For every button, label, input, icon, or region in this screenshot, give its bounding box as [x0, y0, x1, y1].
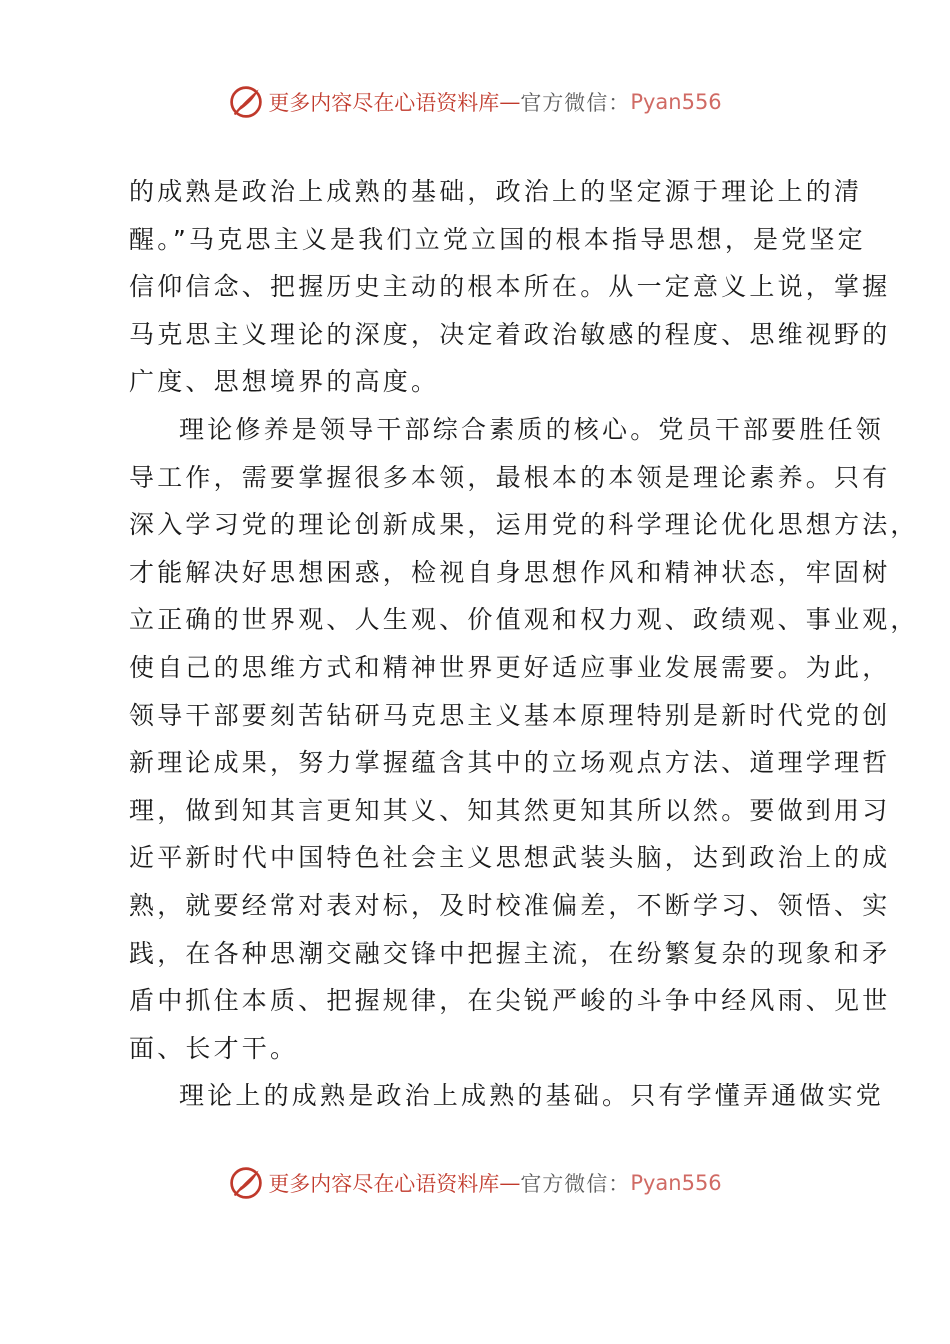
text-line: 才能解决好思想困惑，检视自身思想作风和精神状态，牢固树 [129, 557, 891, 587]
banner-account: Pyan556 [630, 1171, 722, 1195]
document-body [129, 168, 919, 1120]
banner-dash: — [499, 90, 521, 114]
banner-account: Pyan556 [630, 90, 722, 114]
header-banner [0, 82, 950, 122]
text-line: 理论上的成熟是政治上成熟的基础。只有学懂弄通做实党 [179, 1081, 885, 1111]
text-line: 近平新时代中国特色社会主义思想武装头脑，达到政治上的成 [129, 843, 891, 873]
text-line: 新理论成果，努力掌握蕴含其中的立场观点方法、道理学理哲 [129, 748, 891, 778]
text-line: 理论修养是领导干部综合素质的核心。党员干部要胜任领 [179, 414, 885, 444]
text-line: 马克思主义理论的深度，决定着政治敏感的程度、思维视野的 [129, 319, 891, 349]
banner-wechat-label: 官方微信： [520, 91, 631, 115]
footer-banner [0, 1163, 950, 1203]
text-line: 领导干部要刻苦钻研马克思主义基本原理特别是新时代党的创 [129, 700, 891, 730]
text-line: 广度、思想境界的高度。 [129, 367, 440, 397]
quill-logo-icon [228, 84, 264, 120]
text-line: 使自己的思维方式和精神世界更好适应事业发展需要。为此， [129, 652, 891, 682]
banner-main-text: 更多内容尽在心语资料库 [268, 1172, 500, 1196]
banner-wechat-label: 官方微信： [520, 1172, 631, 1196]
text-line: 信仰信念、把握历史主动的根本所在。从一定意义上说，掌握 [129, 272, 891, 302]
banner-dash: — [499, 1171, 521, 1195]
text-line: 践，在各种思潮交融交锋中把握主流，在纷繁复杂的现象和矛 [129, 938, 891, 968]
text-line: 的成熟是政治上成熟的基础，政治上的坚定源于理论上的清 [129, 177, 863, 206]
text-line: 面、长才干。 [129, 1033, 299, 1063]
text-line: 深入学习党的理论创新成果，运用党的科学理论优化思想方法， [129, 510, 919, 540]
text-line: 理，做到知其言更知其义、知其然更知其所以然。要做到用习 [129, 795, 891, 825]
quill-logo-icon [228, 1165, 264, 1201]
text-line: 熟，就要经常对表对标，及时校准偏差，不断学习、领悟、实 [129, 890, 891, 920]
text-line: 醒。”马克思主义是我们立党立国的根本指导思想，是党坚定 [129, 224, 866, 254]
text-line: 导工作，需要掌握很多本领，最根本的本领是理论素养。只有 [129, 462, 891, 492]
text-line: 立正确的世界观、人生观、价值观和权力观、政绩观、事业观， [129, 605, 919, 635]
text-line: 盾中抓住本质、把握规律，在尖锐严峻的斗争中经风雨、见世 [129, 986, 891, 1016]
banner-main-text: 更多内容尽在心语资料库 [268, 91, 500, 115]
